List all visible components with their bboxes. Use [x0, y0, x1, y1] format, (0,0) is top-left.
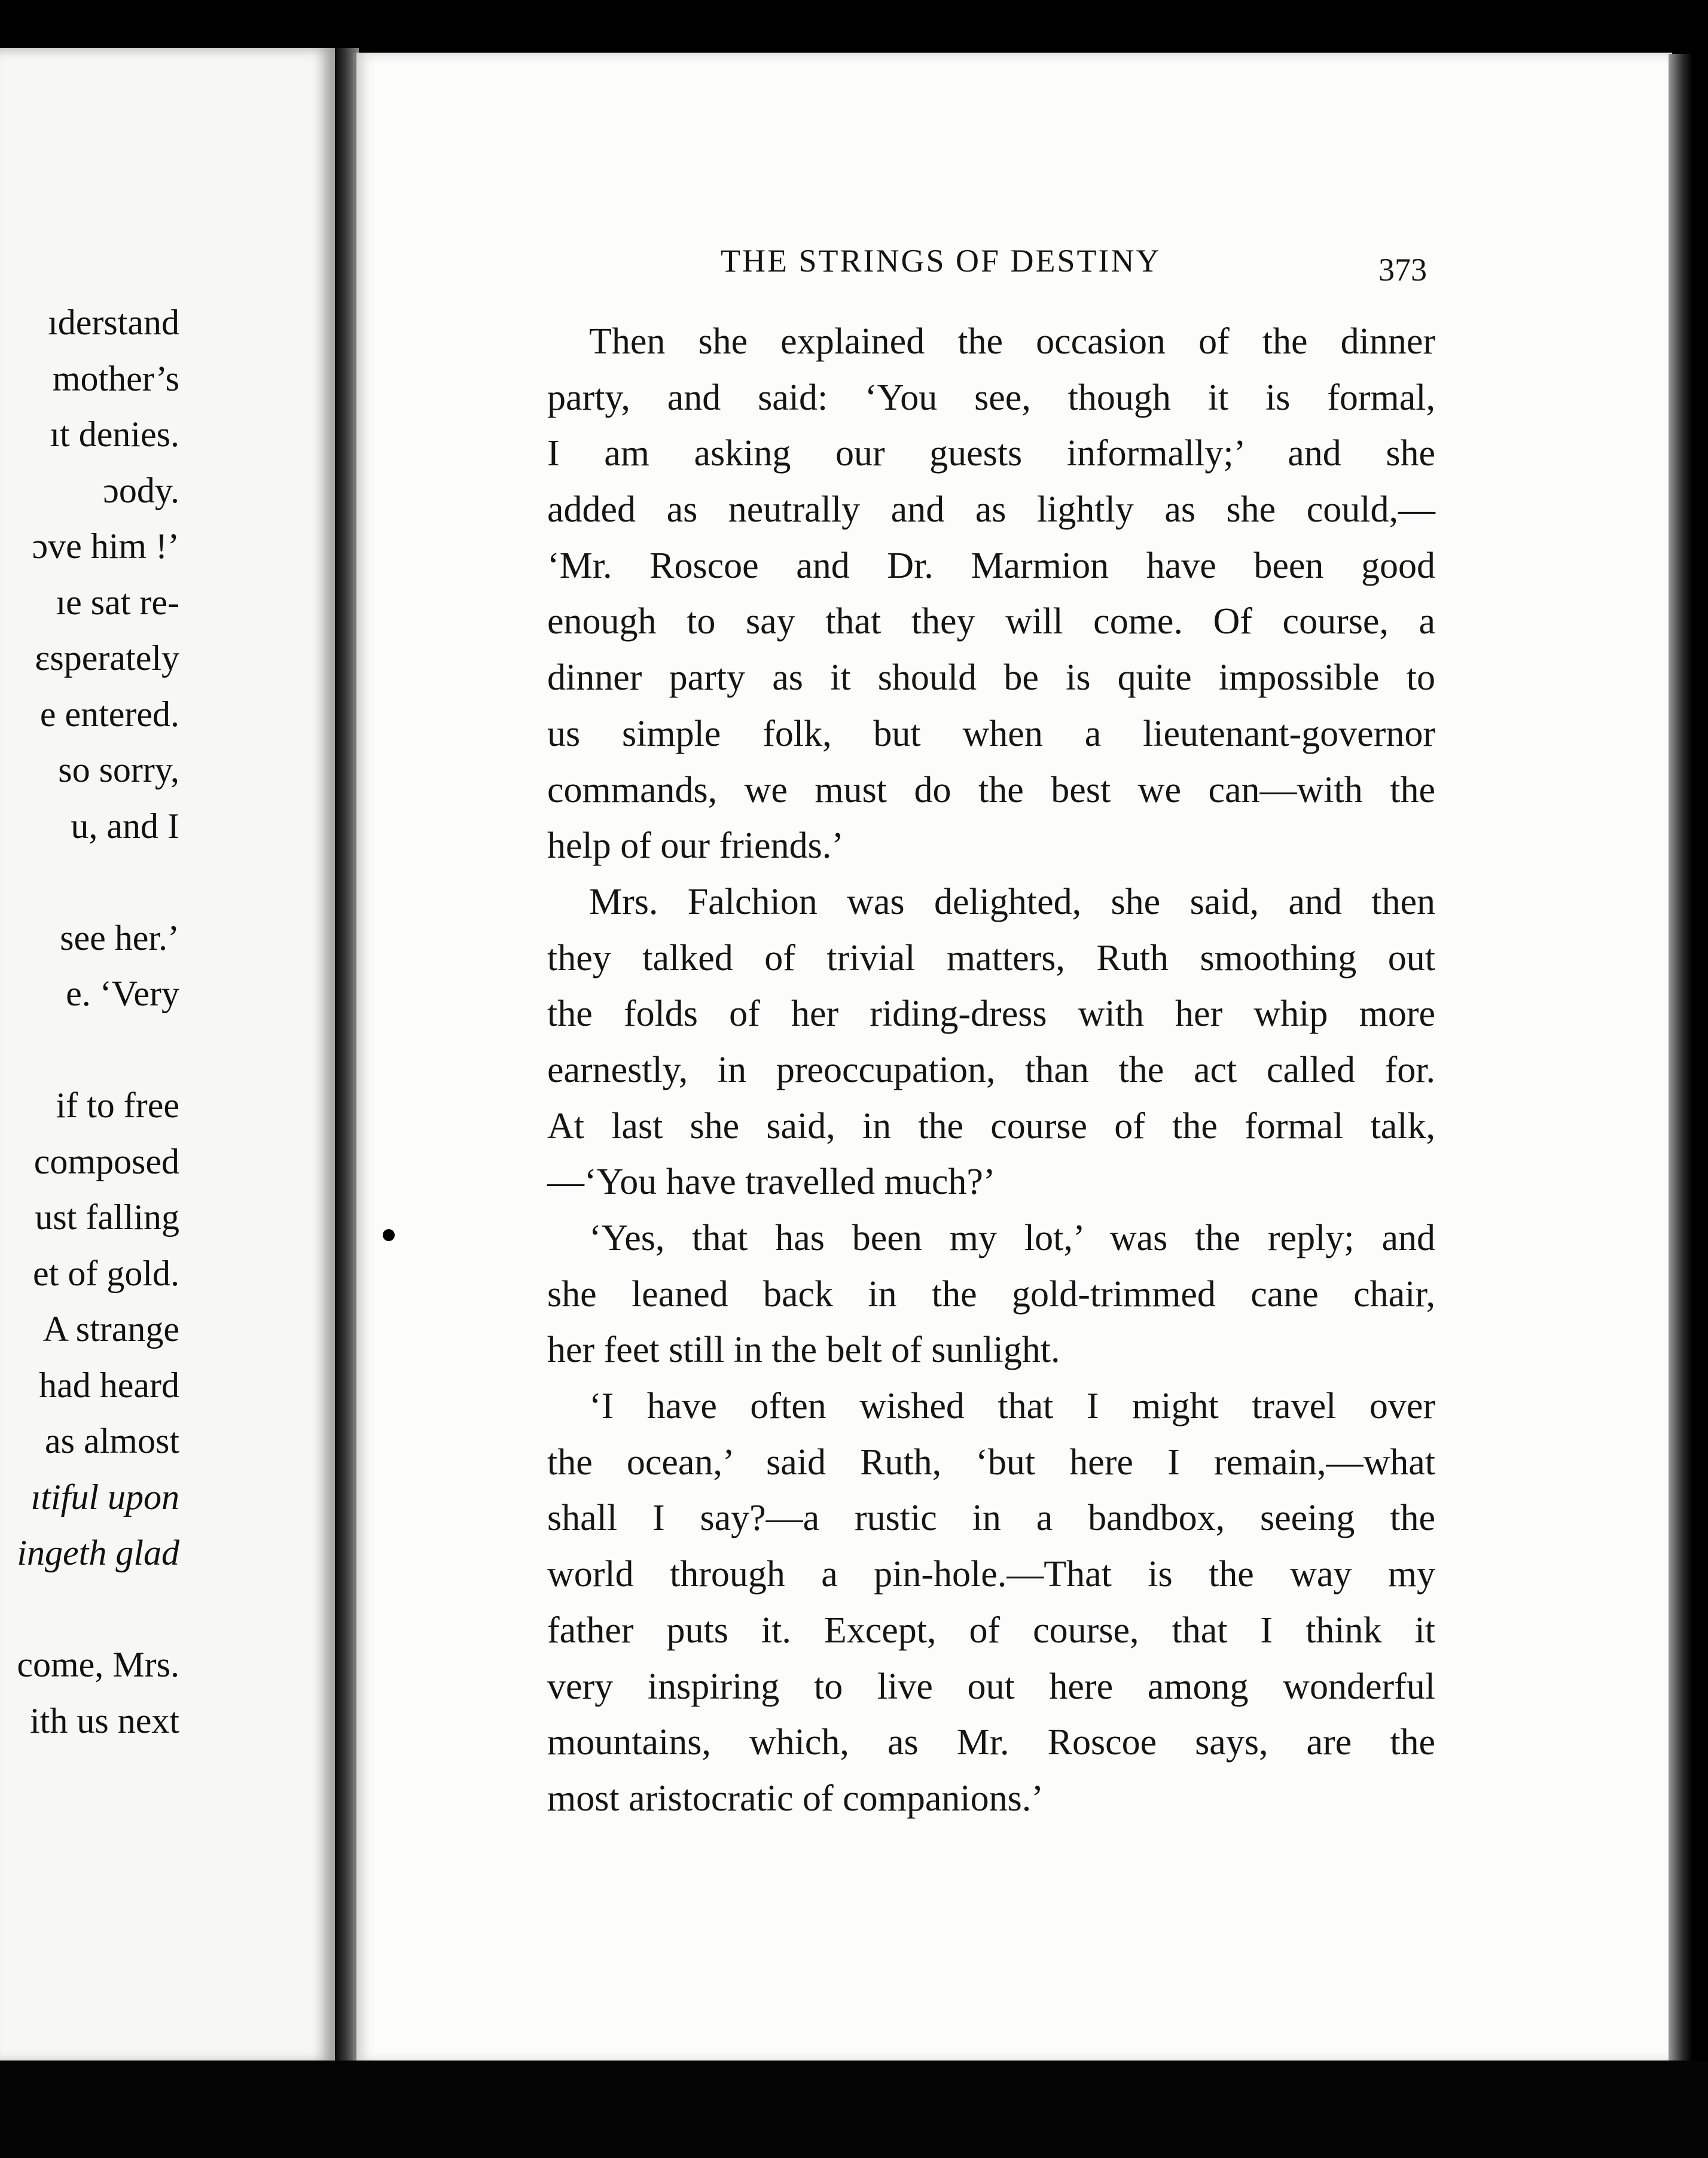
ink-speck — [383, 1229, 395, 1241]
left-page-line: composed — [33, 1141, 179, 1181]
left-page-line: ɛsperately — [35, 638, 179, 678]
body-line: world through a pin-hole.—That is the way my — [547, 1554, 1435, 1595]
left-page-line: u, and I — [71, 806, 179, 846]
body-line: I am asking our guests informally;’ and she — [547, 433, 1435, 474]
page-edge — [1669, 54, 1692, 2063]
body-line: commands, we must do the best we can—with the — [547, 769, 1435, 810]
body-line: shall I say?—a rustic in a bandbox, seeing the — [547, 1498, 1435, 1539]
left-page-line: ıe sat re- — [56, 582, 179, 622]
page-number: 373 — [1378, 252, 1427, 288]
body-line: most aristocratic of companions.’ — [547, 1778, 1044, 1819]
left-page-line: ith us next — [30, 1700, 179, 1741]
left-page-line: et of gold. — [33, 1253, 179, 1293]
body-line: father puts it. Except, of course, that I think it — [547, 1610, 1435, 1651]
body-line: At last she said, in the course of the formal talk, — [547, 1105, 1435, 1147]
left-page-line: as almost — [45, 1421, 179, 1461]
body-line: ‘Yes, that has been my lot,’ was the reply; and — [589, 1218, 1435, 1258]
body-line: —‘You have travelled much?’ — [547, 1162, 996, 1203]
left-page-line: ıderstand — [48, 303, 179, 342]
left-page-line: ɔve him !’ — [32, 526, 179, 566]
body-line: enough to say that they will come. Of course, a — [547, 601, 1435, 642]
left-page-line: ɔody. — [103, 470, 179, 510]
left-page-line: see her.’ — [60, 918, 179, 958]
running-head: THE STRINGS OF DESTINY — [721, 243, 1161, 279]
body-line: the folds of her riding-dress with her whip more — [547, 993, 1435, 1035]
body-line: mountains, which, as Mr. Roscoe says, are the — [547, 1722, 1435, 1763]
left-page-line: so sorry, — [58, 750, 179, 790]
left-page-line: ust falling — [35, 1197, 179, 1237]
left-page-line: if to free — [56, 1086, 179, 1125]
body-line: help of our friends.’ — [547, 825, 844, 867]
left-page-line: ıtiful upon — [30, 1477, 179, 1517]
body-line: her feet still in the belt of sunlight. — [547, 1330, 1060, 1371]
body-line: Mrs. Falchion was delighted, she said, and then — [589, 881, 1435, 922]
left-page-line: A strange — [42, 1309, 179, 1349]
scan-border — [0, 2061, 1708, 2158]
left-page-line: ingeth glad — [17, 1533, 179, 1572]
page-body-text — [547, 314, 1435, 1827]
body-line: the ocean,’ said Ruth, ‘but here I remain,—what — [547, 1441, 1435, 1483]
left-page-fragment — [0, 48, 335, 2063]
body-line: they talked of trivial matters, Ruth smoothing out — [547, 937, 1435, 979]
body-line: added as neutrally and as lightly as she could,— — [547, 489, 1435, 531]
left-page-line: come, Mrs. — [17, 1645, 179, 1684]
body-line: dinner party as it should be is quite impossible to — [547, 657, 1435, 699]
body-line: she leaned back in the gold-trimmed cane chair, — [547, 1273, 1435, 1315]
body-line: ‘I have often wished that I might travel over — [589, 1386, 1435, 1427]
left-page-line: had heard — [39, 1365, 179, 1405]
body-line: very inspiring to live out here among wonderful — [547, 1666, 1435, 1707]
body-line: party, and said: ‘You see, though it is formal, — [547, 377, 1435, 418]
body-line: us simple folk, but when a lieutenant-governor — [547, 713, 1435, 754]
left-page-line: e. ‘Very — [66, 974, 179, 1013]
left-page-line: e entered. — [39, 694, 179, 734]
body-line: Then she explained the occasion of the dinner — [589, 321, 1435, 362]
body-line: earnestly, in preoccupation, than the act called for. — [547, 1049, 1435, 1090]
body-line: ‘Mr. Roscoe and Dr. Marmion have been good — [547, 545, 1435, 586]
left-page-line: mother’s — [52, 358, 179, 398]
left-page-line: ıt denies. — [50, 414, 179, 454]
